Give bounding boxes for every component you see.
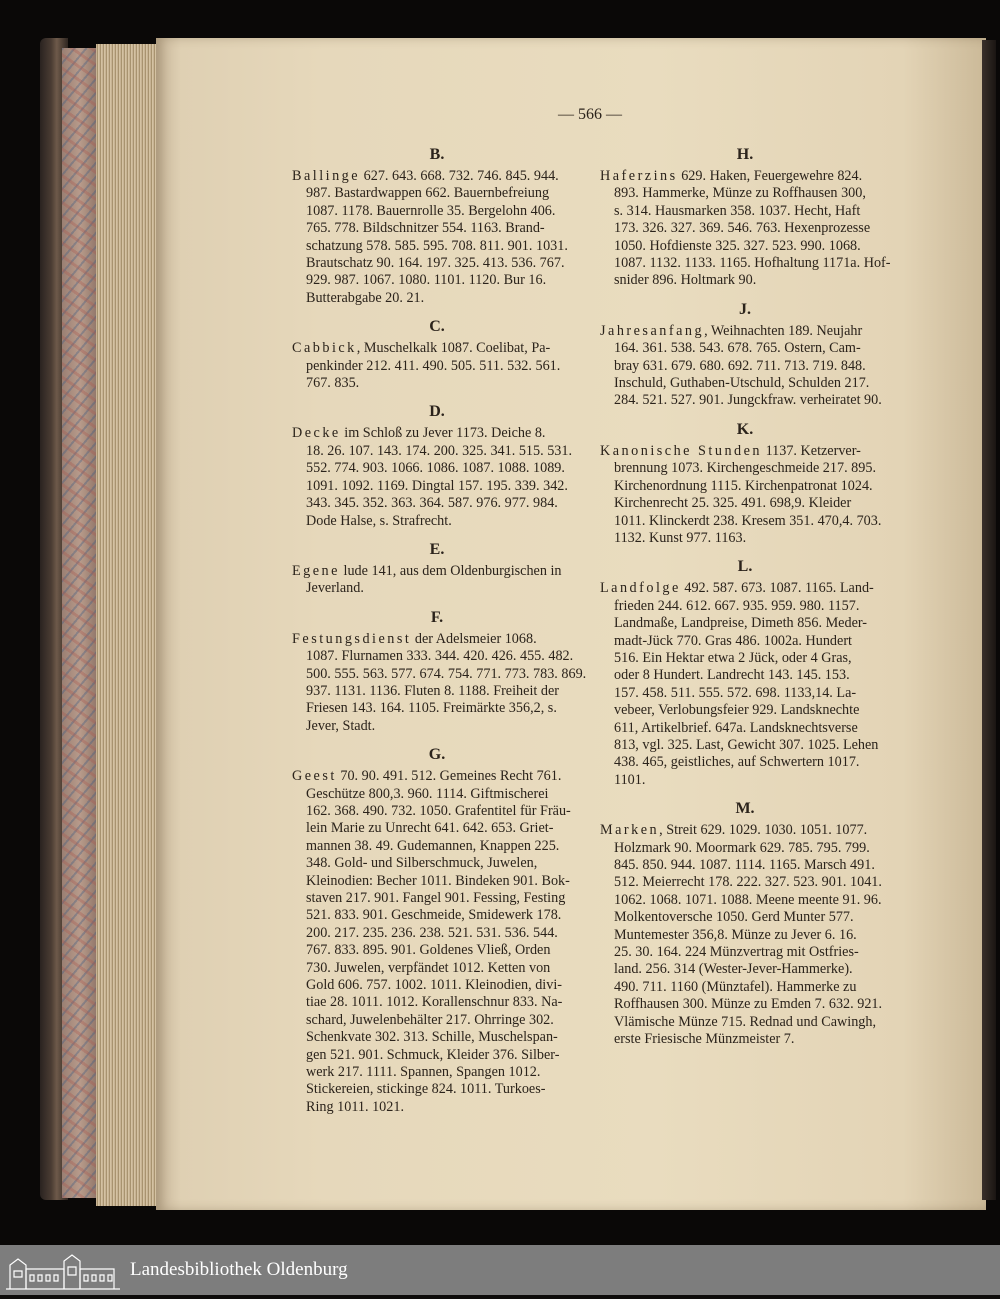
entry-line (292, 786, 582, 803)
entry-text: Stickereien, stickinge 824. 1011. Turkoes- (306, 1081, 546, 1098)
entry-line (600, 203, 890, 220)
entry-line (292, 803, 582, 820)
entry-text: Jeverland. (306, 580, 364, 597)
entry-text: Molkentoversche 1050. Gerd Munter 577. (614, 909, 854, 926)
section-heading: B. (429, 146, 445, 163)
entry-text: 438. 465, geistliches, auf Schwertern 1017. (614, 754, 860, 771)
entry-line (600, 238, 890, 255)
section-heading: C. (429, 318, 445, 336)
entry-line (292, 942, 582, 959)
entry-text: 1011. Klinckerdt 238. Kresem 351. 470,4. 703. (614, 512, 882, 529)
page-number: — 566 — (558, 106, 622, 123)
entry-text: 200. 217. 235. 236. 238. 521. 531. 536. 544. (306, 924, 558, 941)
index-entry (292, 563, 582, 598)
section-heading: M. (735, 800, 755, 818)
entry-line (292, 907, 582, 924)
entry-text: Brautschatz 90. 164. 197. 325. 413. 536. 767. (306, 255, 565, 272)
entry-text: im Schloß zu Jever 1173. Deiche 8. (340, 425, 546, 442)
entry-text: 18. 26. 107. 143. 174. 200. 325. 341. 515. 531. (306, 442, 573, 459)
entry-text: 765. 778. Bildschnitzer 554. 1163. Brand- (306, 220, 545, 237)
entry-text: bray 631. 679. 680. 692. 711. 713. 719. 848. (614, 357, 866, 374)
index-entry (600, 168, 890, 290)
entry-line (600, 685, 890, 702)
entry-text: 987. Bastardwappen 662. Bauernbefreiung (306, 185, 550, 202)
index-column-right (600, 145, 890, 1058)
entry-line (292, 340, 582, 357)
index-section (600, 799, 890, 1048)
entry-line (292, 220, 582, 237)
section-heading: G. (428, 746, 446, 764)
entry-keyword: Haferzins (600, 168, 678, 184)
entry-text: 1087. 1132. 1133. 1165. Hofhaltung 1171a. Hof- (614, 255, 891, 272)
entry-text: snider 896. Holtmark 90. (614, 272, 757, 289)
entry-text: 500. 555. 563. 577. 674. 754. 771. 773. 783. 869. (306, 665, 587, 682)
entry-line (600, 460, 890, 477)
entry-text: Gold 606. 757. 1002. 1011. Kleinodien, divi- (306, 977, 563, 994)
index-section (292, 608, 587, 735)
entry-line (600, 323, 890, 340)
entry-line (292, 238, 582, 255)
entry-text: 1087. Flurnamen 333. 344. 420. 426. 455. 482. (306, 648, 574, 665)
entry-text: schard, Juwelenbehälter 217. Ohrringe 302. (306, 1011, 554, 1028)
entry-text: 25. 30. 164. 224 Münzvertrag mit Ostfries- (614, 944, 859, 961)
entry-line (292, 925, 582, 942)
entry-line (600, 892, 890, 909)
entry-line (292, 1047, 582, 1064)
entry-line (600, 530, 890, 547)
entry-text: 893. Hammerke, Münze zu Roffhausen 300, (614, 185, 866, 202)
entry-text: brennung 1073. Kirchengeschmeide 217. 895. (614, 460, 877, 477)
entry-line (600, 754, 890, 771)
entry-text: der Adelsmeier 1068. (411, 630, 537, 647)
entry-text: Roffhausen 300. Münze zu Emden 7. 632. 921. (614, 996, 883, 1013)
entry-text: Kirchenrecht 25. 325. 491. 698,9. Kleider (614, 495, 852, 512)
entry-line (292, 768, 582, 785)
entry-line (292, 855, 582, 872)
entry-line (600, 961, 890, 978)
entry-text: 767. 835. (306, 375, 360, 392)
entry-line (600, 633, 890, 650)
entry-line (292, 272, 582, 289)
entry-line (600, 737, 890, 754)
entry-keyword: Decke (292, 425, 341, 442)
entry-line (600, 720, 890, 737)
entry-line (292, 820, 582, 837)
entry-keyword: Cabbick (292, 340, 357, 357)
entry-keyword: Marken (600, 822, 660, 839)
entry-text: 1087. 1178. Bauernrolle 35. Bergelohn 406. (306, 202, 556, 219)
entry-text: 343. 345. 352. 363. 364. 587. 976. 977. 984. (306, 495, 558, 512)
entry-text: Friesen 143. 164. 1105. Freimärkte 356,2, s. (306, 700, 557, 717)
entry-line (292, 873, 582, 890)
entry-line (600, 702, 890, 719)
entry-line (292, 1029, 582, 1046)
entry-line (600, 375, 890, 392)
entry-line (600, 772, 890, 789)
entry-text: 284. 521. 527. 901. Jungckfraw. verheiratet 90. (614, 392, 882, 409)
entry-line (292, 443, 582, 460)
entry-line (292, 700, 582, 717)
entry-text: 1062. 1068. 1071. 1088. Meene meente 91. 96. (614, 891, 882, 908)
entry-line (292, 255, 582, 272)
entry-text: Inschuld, Guthaben-Utschuld, Schulden 217. (614, 375, 870, 392)
index-section (292, 402, 582, 529)
entry-text: 552. 774. 903. 1066. 1086. 1087. 1088. 1089. (306, 460, 565, 477)
index-section (600, 557, 890, 789)
entry-line (292, 563, 582, 580)
entry-line (600, 667, 890, 684)
index-section (292, 317, 582, 392)
entry-text: 162. 368. 490. 732. 1050. Grafentitel für Fräu- (306, 802, 571, 819)
entry-text: 627. 643. 668. 732. 746. 845. 944. (360, 168, 559, 184)
marbled-endpaper (62, 48, 98, 1198)
index-entry (292, 168, 582, 307)
entry-keyword: Egene (292, 562, 340, 579)
entry-line (600, 840, 890, 857)
entry-line (292, 495, 582, 512)
entry-text: Kleinodien: Becher 1011. Bindeken 901. Bok- (306, 872, 570, 889)
entry-line (292, 960, 582, 977)
index-section (600, 145, 890, 290)
index-entry (292, 340, 582, 392)
entry-keyword: Ballinge (292, 168, 361, 184)
entry-text: tiae 28. 1011. 1012. Korallenschnur 833. Na- (306, 994, 563, 1011)
page-edges (96, 44, 159, 1206)
section-heading: F. (430, 608, 444, 626)
entry-line (292, 665, 587, 683)
entry-line (292, 168, 582, 185)
entry-line (600, 478, 890, 495)
entry-text: Butterabgabe 20. 21. (306, 289, 425, 306)
entry-text: 164. 361. 538. 543. 678. 765. Ostern, Cam- (614, 340, 861, 357)
section-heading: H. (736, 146, 754, 163)
entry-line (292, 977, 582, 994)
entry-line (600, 857, 890, 874)
entry-text: land. 256. 314 (Wester-Jever-Hammerke). (614, 961, 853, 978)
entry-line (600, 909, 890, 926)
entry-text: 348. Gold- und Silberschmuck, Juwelen, (306, 855, 538, 872)
entry-text: Jever, Stadt. (306, 717, 376, 734)
entry-line (600, 392, 890, 409)
entry-text: 929. 987. 1067. 1080. 1101. 1120. Bur 16. (306, 272, 547, 289)
entry-line (292, 203, 582, 220)
entry-line (600, 874, 890, 891)
entry-text: , Muschelkalk 1087. Coelibat, Pa- (356, 340, 551, 357)
entry-text: mannen 38. 49. Gudemannen, Knappen 225. (306, 837, 560, 854)
entry-text: 516. Ein Hektar etwa 2 Jück, oder 4 Gras, (614, 649, 852, 666)
entry-text: 173. 326. 327. 369. 546. 763. Hexenprozesse (614, 220, 871, 237)
entry-line (600, 996, 890, 1013)
entry-text: 813, vgl. 325. Last, Gewicht 307. 1025. Lehen (614, 736, 879, 753)
entry-text: erste Friesische Münzmeister 7. (614, 1031, 795, 1048)
index-section (292, 745, 582, 1116)
entry-text: 1091. 1092. 1169. Dingtal 157. 195. 339. 342. (306, 477, 568, 494)
entry-line (600, 1014, 890, 1031)
footer-bar (0, 1245, 1000, 1295)
entry-text: gen 521. 901. Schmuck, Kleider 376. Silber- (306, 1046, 560, 1063)
entry-line (600, 340, 890, 357)
entry-text: Kirchenordnung 1115. Kirchenpatronat 1024. (614, 477, 873, 494)
entry-text: 937. 1131. 1136. Fluten 8. 1188. Freiheit der (306, 682, 559, 699)
entry-line (292, 683, 582, 700)
entry-line (292, 1012, 582, 1029)
entry-text: schatzung 578. 585. 595. 708. 811. 901. 1031. (306, 237, 568, 254)
entry-line (292, 838, 582, 855)
entry-line (600, 615, 890, 632)
entry-line (292, 631, 582, 648)
entry-line (600, 168, 890, 185)
entry-text: vebeer, Verlobungsfeier 929. Landsknechte (614, 702, 860, 719)
section-heading: K. (736, 420, 754, 438)
entry-text: Vlämische Münze 715. Rednad und Cawingh, (614, 1013, 877, 1030)
entry-text: staven 217. 901. Fangel 901. Fessing, Festing (306, 890, 566, 906)
entry-text: oder 8 Hundert. Landrecht 143. 145. 153. (614, 667, 850, 684)
entry-text: Schenkvate 302. 313. Schille, Muschelspan- (306, 1029, 558, 1046)
entry-text: 1132. Kunst 977. 1163. (614, 529, 747, 546)
entry-line (292, 718, 582, 735)
index-section (600, 420, 890, 547)
entry-line (600, 927, 890, 944)
entry-text: , Streit 629. 1029. 1030. 1051. 1077. (659, 822, 868, 839)
index-entry (292, 768, 582, 1116)
index-column-left (292, 145, 587, 1126)
entry-line (292, 425, 582, 442)
entry-line (292, 648, 582, 665)
library-name: Landesbibliothek Oldenburg (130, 1259, 348, 1280)
section-heading: D. (429, 403, 445, 421)
entry-line (292, 580, 582, 597)
entry-keyword: Festungsdienst (292, 630, 412, 647)
index-entry (600, 323, 890, 410)
entry-line (600, 220, 890, 237)
entry-text: , Weihnachten 189. Neujahr (704, 322, 863, 339)
section-heading: L. (737, 558, 753, 576)
entry-line (600, 495, 890, 512)
entry-text: 492. 587. 673. 1087. 1165. Land- (680, 580, 874, 597)
entry-text: penkinder 212. 411. 490. 505. 511. 532. 561. (306, 357, 561, 374)
entry-line (292, 1099, 582, 1116)
entry-line (600, 822, 890, 839)
entry-line (292, 185, 582, 202)
entry-line (600, 1031, 890, 1048)
entry-line (600, 443, 890, 460)
entry-text: 1050. Hofdienste 325. 327. 523. 990. 1068. (614, 237, 861, 254)
entry-line (292, 290, 582, 307)
entry-line (292, 478, 582, 495)
entry-text: Landmaße, Landpreise, Dimeth 856. Meder- (614, 615, 868, 632)
entry-text: Dode Halse, s. Strafrecht. (306, 512, 452, 529)
entry-text: Holzmark 90. Moormark 629. 785. 795. 799. (614, 839, 870, 856)
entry-text: 1137. Ketzerver- (762, 442, 861, 459)
index-entry (600, 822, 890, 1048)
entry-line (292, 890, 582, 907)
index-entry (292, 425, 582, 529)
entry-keyword: Jahresanfang (600, 322, 705, 339)
index-entry (600, 580, 890, 789)
index-entry (600, 443, 890, 547)
entry-line (292, 375, 582, 392)
index-section (600, 300, 890, 410)
entry-keyword: Kanonische Stunden (600, 442, 763, 459)
entry-line (600, 185, 890, 202)
index-section (292, 145, 582, 307)
entry-text: s. 314. Hausmarken 358. 1037. Hecht, Haft (614, 202, 861, 219)
entry-text: madt-Jück 770. Gras 486. 1002a. Hundert (614, 632, 852, 649)
index-entry (292, 630, 587, 735)
entry-line (292, 1081, 582, 1098)
entry-text: 521. 833. 901. Geschmeide, Smidewerk 178. (306, 907, 562, 924)
entry-text: lude 141, aus dem Oldenburgischen in (339, 562, 562, 579)
entry-text: 629. Haken, Feuergewehre 824. (677, 168, 863, 184)
entry-line (600, 272, 890, 289)
entry-text: 157. 458. 511. 555. 572. 698. 1133,14. La- (614, 684, 857, 701)
entry-line (600, 580, 890, 597)
index-section (292, 540, 582, 598)
entry-keyword: Landfolge (600, 580, 681, 597)
entry-line (600, 358, 890, 375)
entry-line (600, 944, 890, 961)
entry-text: 1101. (614, 771, 646, 788)
entry-line (600, 650, 890, 667)
entry-line (292, 358, 582, 375)
entry-text: Geschütze 800,3. 960. 1114. Giftmischerei (306, 785, 549, 802)
entry-text: 730. Juwelen, verpfändet 1012. Ketten von (306, 959, 551, 976)
entry-line (292, 994, 582, 1011)
entry-text: Ring 1011. 1021. (306, 1098, 405, 1115)
entry-line (600, 598, 890, 615)
entry-text: werk 217. 1111. Spannen, Spangen 1012. (306, 1064, 541, 1081)
section-heading: E. (429, 540, 445, 558)
entry-line (600, 513, 890, 530)
entry-text: 845. 850. 944. 1087. 1114. 1165. Marsch 491. (614, 857, 875, 873)
entry-text: 490. 711. 1160 (Münztafel). Hammerke zu (614, 978, 857, 995)
entry-line (292, 1064, 582, 1081)
entry-text: 611, Artikelbrief. 647a. Landsknechtsverse (614, 719, 858, 736)
entry-keyword: Geest (292, 768, 337, 785)
entry-text: 70. 90. 491. 512. Gemeines Recht 761. (336, 768, 562, 785)
entry-text: frieden 244. 612. 667. 935. 959. 980. 1157. (614, 597, 860, 614)
entry-text: Muntemester 356,8. Münze zu Jever 6. 16. (614, 926, 857, 943)
book-cover-right (982, 40, 996, 1200)
entry-line (292, 460, 582, 477)
entry-line (292, 513, 582, 530)
entry-text: 512. Meierrecht 178. 222. 327. 523. 901. 1041. (614, 874, 882, 891)
entry-line (600, 255, 890, 272)
entry-line (600, 979, 890, 996)
entry-text: lein Marie zu Unrecht 641. 642. 653. Griet- (306, 820, 554, 837)
entry-text: 767. 833. 895. 901. Goldenes Vließ, Orden (306, 942, 551, 959)
library-building-logo (4, 1245, 124, 1295)
section-heading: J. (739, 300, 751, 318)
